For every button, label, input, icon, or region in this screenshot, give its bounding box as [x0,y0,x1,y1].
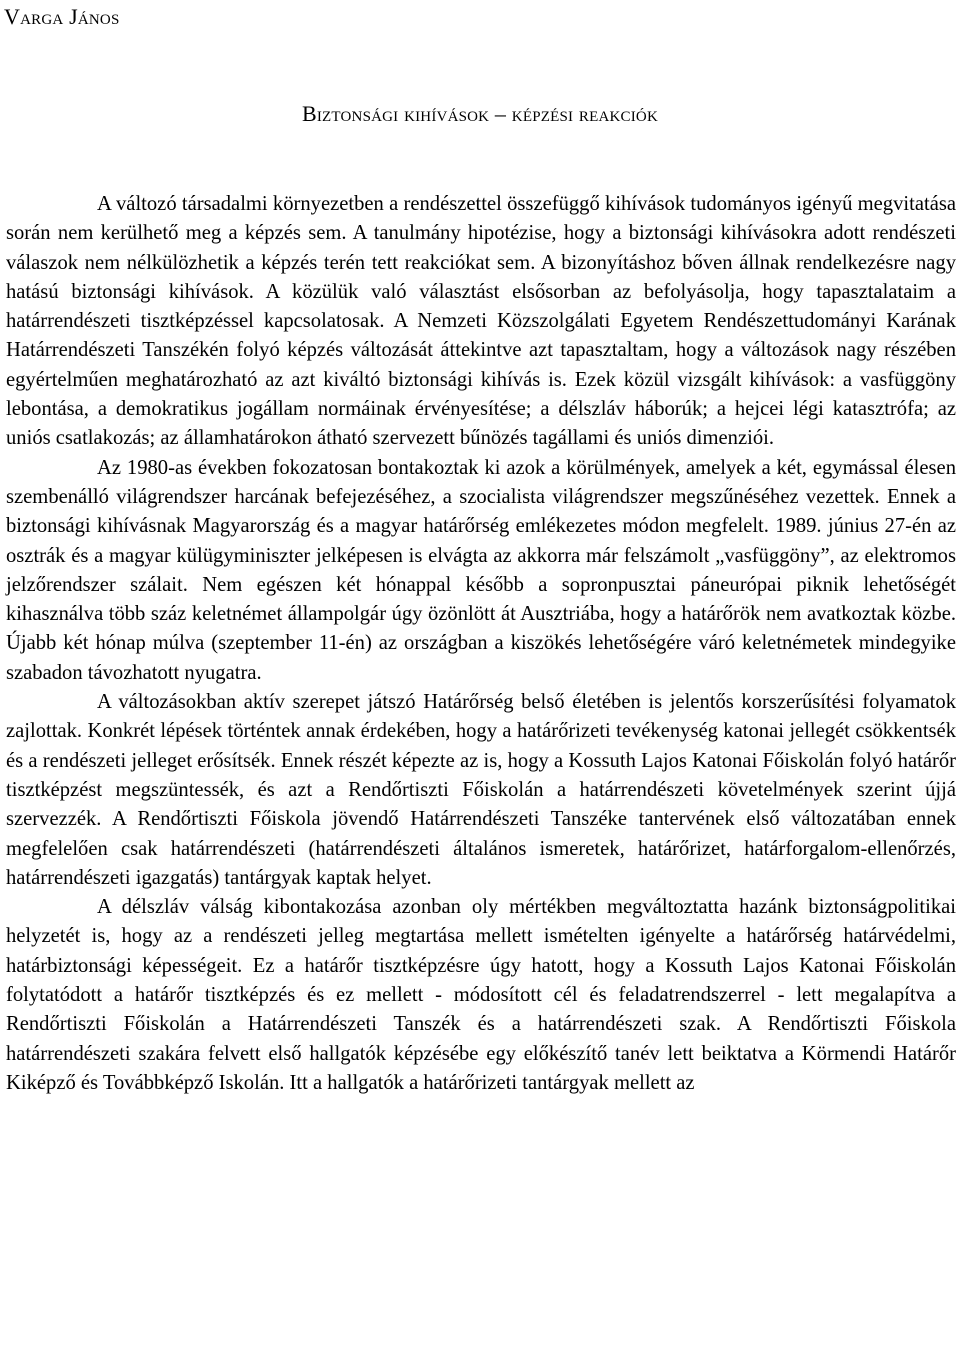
paragraph-intro: A változó társadalmi környezetben a rendészettel összefüggő kihívások tudományos igényű megvitatása során nem kerülhető meg a képzés sem. A tanulmány hipotézise, hogy a biztonsági kihívásokra adott rendészeti válaszok nem nélkülözhetik a képzés terén tett reakciókat sem. A bizonyításhoz bőven állnak rendelkezésre nagy hatású biztonsági kihívások. A közülük való választást elsősorban az befolyásolja, hogy tapasztalataim a határrendészeti tisztképzéssel kapcsolatosak. A Nemzeti Közszolgálati Egyetem Rendészettudományi Karának Határrendészeti Tanszékén folyó képzés változását áttekintve azt tapasztaltam, hogy a változások nagy részében egyértelműen meghatározható az azt kiváltó biztonsági kihívás is. Ezek közül vizsgált kihívások: a vasfüggöny lebontása, a demokratikus jogállam normáinak érvényesítése; a délszláv háborúk; a hejcei légi katasztrófa; az uniós csatlakozás; az államhatárokon átható szervezett bűnözés tagállami és uniós dimenziói. [6,193,956,450]
paragraph-border-guard-reform: A változásokban aktív szerepet játszó Határőrség belső életében is jelentős korszerűsítési folyamatok zajlottak. Konkrét lépések történtek annak érdekében, hogy a határőrizeti tevékenység katonai jellegét csökkentsék és a rendészeti jelleget erősítsék. Ennek részét képezte az is, hogy a Kossuth Lajos Katonai Főiskolán folyó határőr tisztképzést megszüntessék, és azt a Rendőrtiszti Főiskolán a határrendészeti követelmények szerint újjá szervezzék. A Rendőrtiszti Főiskola jövendő Határrendészeti Tanszéke tantervének első változatában ennek megfelelően csak határrendészeti (határrendészeti általános ismeretek, határőrizet, határforgalom-ellenőrzés, határrendészeti igazgatás) tantárgyak kaptak helyet. [6,691,956,889]
document-title: Biztonsági kihívások – képzési reakciók [301,101,659,126]
paragraph-iron-curtain: Az 1980-as években fokozatosan bontakoztak ki azok a körülmények, amelyek a két, egymással élesen szembenálló világrendszer harcának befejezéséhez, a szocialista világrendszer megszűnéséhez vezettek. Ennek a biztonsági kihívásnak Magyarország és a magyar határőrség emlékezetes módon megfelelt. 1989. június 27-én az osztrák és a magyar külügyminiszter jelképesen is elvágta az akkorra már felszámolt „vasfüggöny”, az elektromos jelzőrendszer szálait. Nem egészen két hónappal később a sopronpusztai páneurópai piknik lehetőségét kihasználva több száz keletnémet állampolgár úgy özönlött át Ausztriába, hogy a határőrök nem avatkoztak közbe. Újabb két hónap múlva (szeptember 11-én) az országban a kiszökés lehetőségére váró keletnémetek mindegyike szabadon távozhatott nyugatra. [6,456,956,684]
author-name: Varga János [4,4,120,29]
body-text [6,190,956,1098]
paragraph-yugoslav-crisis: A délszláv válság kibontakozása azonban oly mértékben megváltoztatta hazánk biztonságpolitikai helyzetét is, hogy az a rendészeti jelleg megtartása mellett ismételten igényelte a határőrség határvédelmi, határbiztonsági képességeit. Ez a határőr tisztképzésre úgy hatott, hogy a Kossuth Lajos Katonai Főiskolán folytatódott a határőr tisztképzés és ez mellett - módosított cél és feladatrendszerrel - lett megalapítva a Rendőrtiszti Főiskolán a Határrendészeti Tanszék és a határrendészeti szak. A Rendőrtiszti Főiskola határrendészeti szakára felvett első hallgatók képzésébe egy előkészítő tanév lett beiktatva a Körmendi Határőr Kiképző és Továbbképző Iskolán. Itt a hallgatók a határőrizeti tantárgyak mellett az [6,896,956,1094]
